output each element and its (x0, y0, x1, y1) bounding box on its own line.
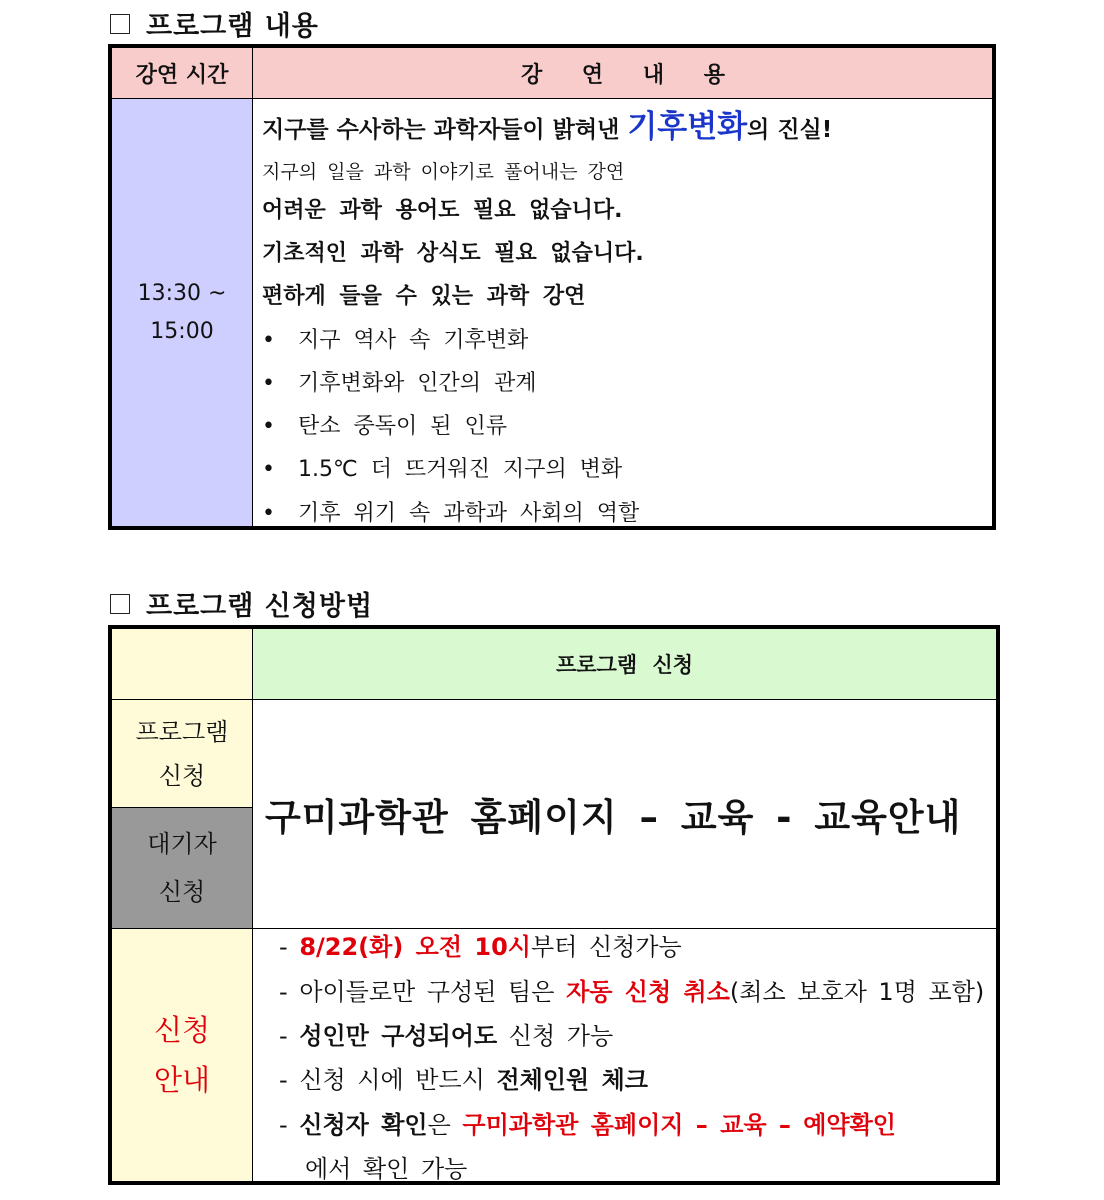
label-application-guide: 신청 안내 (112, 929, 253, 1181)
header-empty-cell (112, 629, 253, 700)
headline-pre: 지구를 수사하는 과학자들이 밝혀낸 (262, 117, 620, 143)
bullet-dot: • (262, 501, 275, 526)
time-start: 13:30 ~ (137, 280, 227, 306)
section-title-application-method (110, 584, 373, 623)
guide-line-1: - 8/22(화) 오전 10시부터 신청가능 (279, 933, 682, 961)
program-content-table (108, 44, 996, 530)
headline-post: 의 진실! (747, 117, 833, 143)
subtitle: 지구의 일을 과학 이야기로 풀어내는 강연 (262, 161, 625, 183)
section-title-text: 프로그램 내용 (146, 11, 319, 42)
label-waitlist-application: 대기자 신청 (112, 808, 253, 929)
bold-line: 편하게 들을 수 있는 과학 강연 (262, 284, 586, 309)
label-program-application: 프로그램 신청 (112, 700, 253, 808)
headline (262, 101, 832, 146)
guide-line-3: - 성인만 구성되어도 신청 가능 (279, 1022, 614, 1050)
guide-line-4: - 신청 시에 반드시 전체인원 체크 (279, 1066, 648, 1094)
header-program-application: 프로그램 신청 (253, 629, 996, 700)
checkbox-square-icon (110, 14, 130, 34)
bullet-item: • 지구 역사 속 기후변화 (262, 328, 529, 353)
bullet-dot: • (262, 457, 275, 482)
application-guide-cell (253, 929, 996, 1181)
guide-line-2: - 아이들로만 구성된 팀은 자동 신청 취소(최소 보호자 1명 포함) (279, 978, 985, 1006)
time-end: 15:00 (150, 318, 214, 344)
section-title-program-content (110, 4, 319, 43)
bullet-item: • 탄소 중독이 된 인류 (262, 414, 507, 439)
application-table (108, 625, 1000, 1185)
header-lecture-time: 강연 시간 (135, 62, 229, 88)
headline-highlight: 기후변화 (627, 109, 748, 145)
bold-line: 어려운 과학 용어도 필요 없습니다. (262, 198, 623, 223)
guide-line-5-cont: 에서 확인 가능 (305, 1155, 468, 1183)
header-lecture-content: 강 연 내 용 (521, 62, 725, 88)
section-title-text: 프로그램 신청방법 (146, 591, 374, 622)
bold-line: 기초적인 과학 상식도 필요 없습니다. (262, 241, 644, 266)
time-cell (112, 99, 252, 526)
bullet-dot: • (262, 328, 275, 353)
bullet-dot: • (262, 371, 275, 396)
guide-line-5: - 신청자 확인은 구미과학관 홈페이지 – 교육 – 예약확인 (279, 1111, 896, 1139)
column-divider (252, 48, 253, 526)
application-path-text: 구미과학관 홈페이지 – 교육 - 교육안내 (253, 700, 996, 929)
bullet-dot: • (262, 414, 275, 439)
bullet-item: • 1.5℃ 더 뜨거워진 지구의 변화 (262, 457, 623, 482)
content-cell (262, 99, 992, 526)
checkbox-square-icon (110, 594, 130, 614)
bullet-item: • 기후변화와 인간의 관계 (262, 371, 537, 396)
bullet-item: • 기후 위기 속 과학과 사회의 역할 (262, 501, 640, 526)
